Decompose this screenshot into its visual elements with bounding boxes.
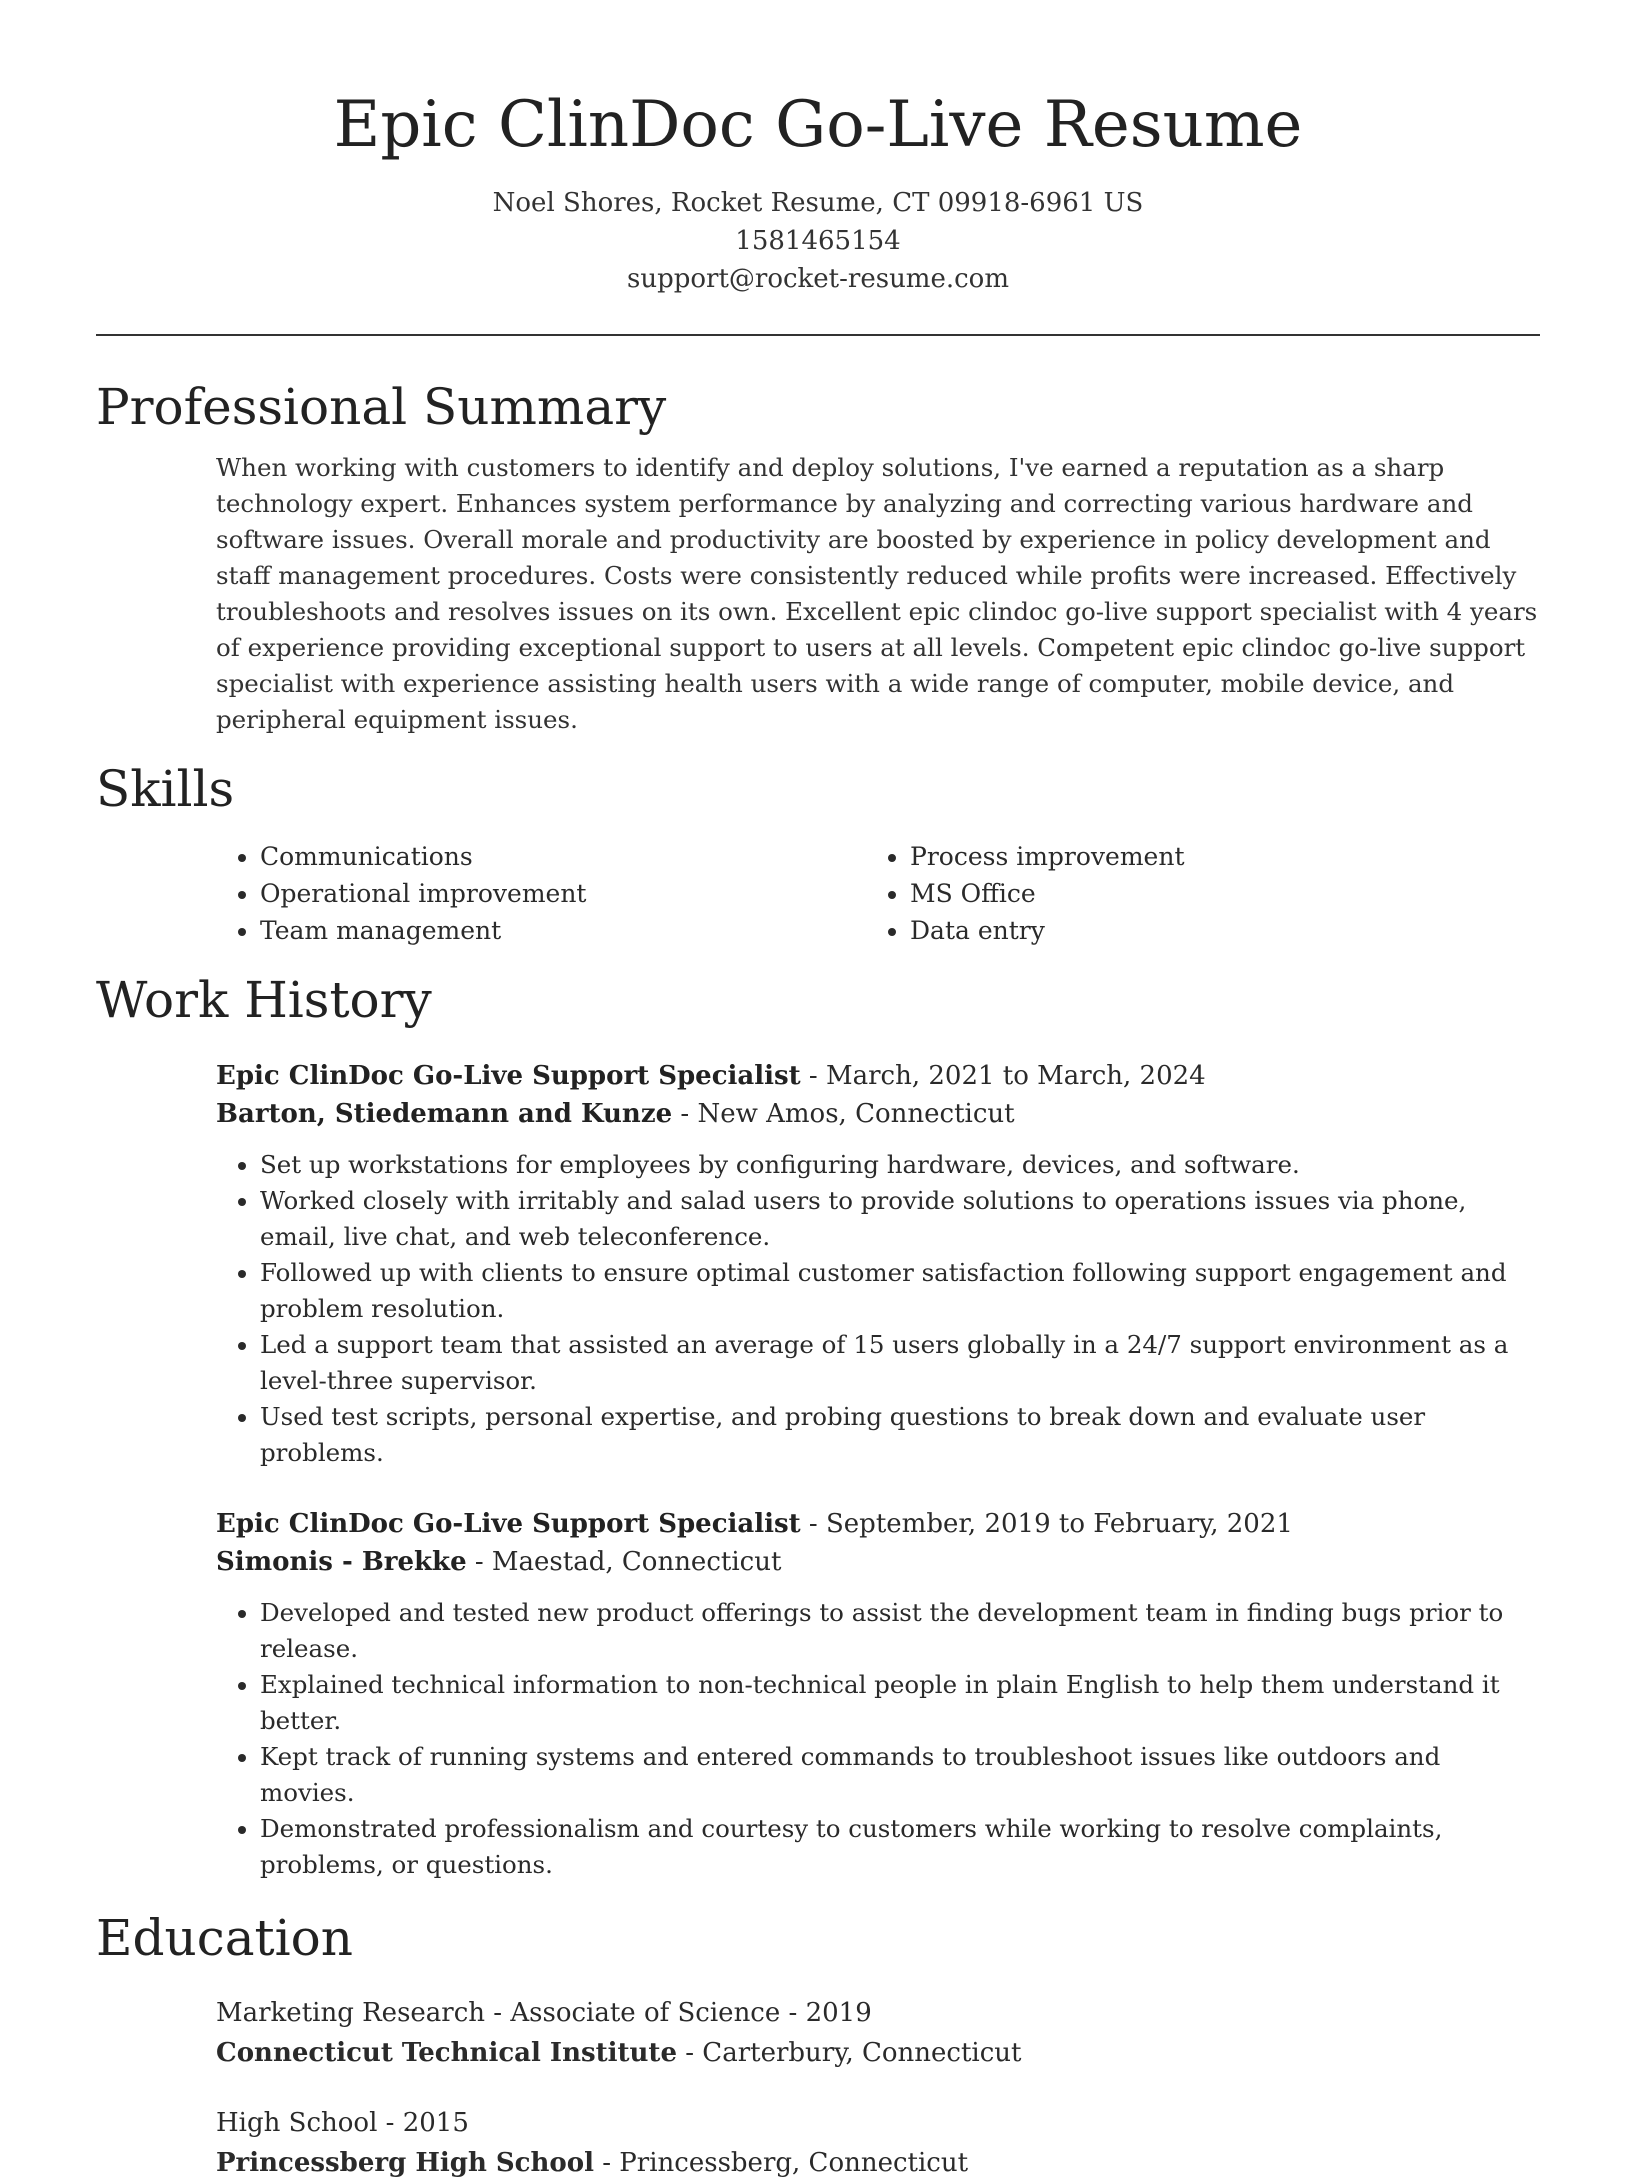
resume-page (96, 0, 1540, 2183)
skill-item: • MS Office (910, 875, 1516, 912)
job-location: - New Amos, Connecticut (672, 1099, 1015, 1129)
education-school: Princessberg High School (216, 2148, 594, 2178)
resume-title: Epic ClinDoc Go-Live Resume (333, 88, 1303, 162)
education-degree: High School - 2015 (216, 2108, 469, 2138)
job-title: Epic ClinDoc Go-Live Support Specialist (216, 1061, 801, 1091)
education-school: Connecticut Technical Institute (216, 2038, 677, 2068)
section-title-education: Education (96, 1909, 353, 1967)
skill-item: • Communications (260, 838, 866, 875)
header-divider (96, 334, 1540, 336)
job-entry (216, 1505, 1540, 1883)
skill-item: • Process improvement (910, 838, 1516, 875)
education-school-line (216, 2143, 1540, 2183)
job-bullet: • Demonstrated professionalism and courtesy to customers while working to resolve complaints, problems, or questions. (260, 1811, 1540, 1883)
job-bullet: • Developed and tested new product offerings to assist the development team in finding bugs prior to release. (260, 1595, 1540, 1667)
skill-item: • Data entry (910, 912, 1516, 949)
job-title: Epic ClinDoc Go-Live Support Specialist (216, 1509, 801, 1539)
education-entry (216, 1993, 1540, 2073)
education-entry (216, 2103, 1540, 2183)
job-bullet: • Led a support team that assisted an average of 15 users globally in a 24/7 support environment as a level-three supervisor. (260, 1327, 1540, 1399)
education-location: - Carterbury, Connecticut (676, 2038, 1022, 2068)
job-title-line (216, 1505, 1540, 1543)
job-company-line (216, 1543, 1540, 1581)
job-bullet: • Kept track of running systems and entered commands to troubleshoot issues like outdoors and movies. (260, 1739, 1540, 1811)
job-bullet: • Used test scripts, personal expertise, and probing questions to break down and evaluate user problems. (260, 1399, 1540, 1471)
job-bullet: • Worked closely with irritably and salad users to provide solutions to operations issues via phone, email, live chat, and web teleconference. (260, 1183, 1540, 1255)
job-company: Barton, Stiedemann and Kunze (216, 1099, 673, 1129)
skills-column-left (216, 838, 866, 949)
job-entry (216, 1057, 1540, 1471)
job-bullet: • Explained technical information to non-technical people in plain English to help them understand it better. (260, 1667, 1540, 1739)
contact-address: Noel Shores, Rocket Resume, CT 09918-6961 US (492, 188, 1144, 218)
job-dates: - September, 2019 to February, 2021 (800, 1509, 1293, 1539)
job-bullets (216, 1147, 1540, 1471)
contact-block (96, 184, 1540, 298)
section-title-skills: Skills (96, 760, 235, 818)
education-school-line (216, 2033, 1540, 2073)
job-bullets (216, 1595, 1540, 1883)
education-degree: Marketing Research - Associate of Science - 2019 (216, 1998, 872, 2028)
job-dates: - March, 2021 to March, 2024 (800, 1061, 1206, 1091)
job-company-line (216, 1095, 1540, 1133)
skills-column-right (866, 838, 1516, 949)
skills-list (216, 838, 1540, 949)
skill-item: • Team management (260, 912, 866, 949)
contact-email: support@rocket-resume.com (626, 264, 1009, 294)
section-title-work-history: Work History (96, 971, 432, 1029)
job-location: - Maestad, Connecticut (466, 1547, 782, 1577)
job-bullet: • Followed up with clients to ensure optimal customer satisfaction following support engagement and problem resolution. (260, 1255, 1540, 1327)
skill-item: • Operational improvement (260, 875, 866, 912)
section-title-summary: Professional Summary (96, 378, 667, 436)
summary-text: When working with customers to identify and deploy solutions, I've earned a reputation as a sharp technology expert. Enhances system performance by analyzing and correcting various hardware and software issues. Overall morale and productivity are boosted by experience in policy development and staff management procedures. Costs were consistently reduced while profits were increased. Effectively troubleshoots and resolves issues on its own. Excellent epic clindoc go-live support specialist with 4 years of experience providing exceptional support to users at all levels. Competent epic clindoc go-live support specialist with experience assisting health users with a wide range of computer, mobile device, and peripheral equipment issues. (216, 453, 1538, 734)
education-location: - Princessberg, Connecticut (593, 2148, 969, 2178)
contact-phone: 1581465154 (735, 226, 901, 256)
job-company: Simonis - Brekke (216, 1547, 467, 1577)
job-title-line (216, 1057, 1540, 1095)
job-bullet: • Set up workstations for employees by configuring hardware, devices, and software. (260, 1147, 1540, 1183)
